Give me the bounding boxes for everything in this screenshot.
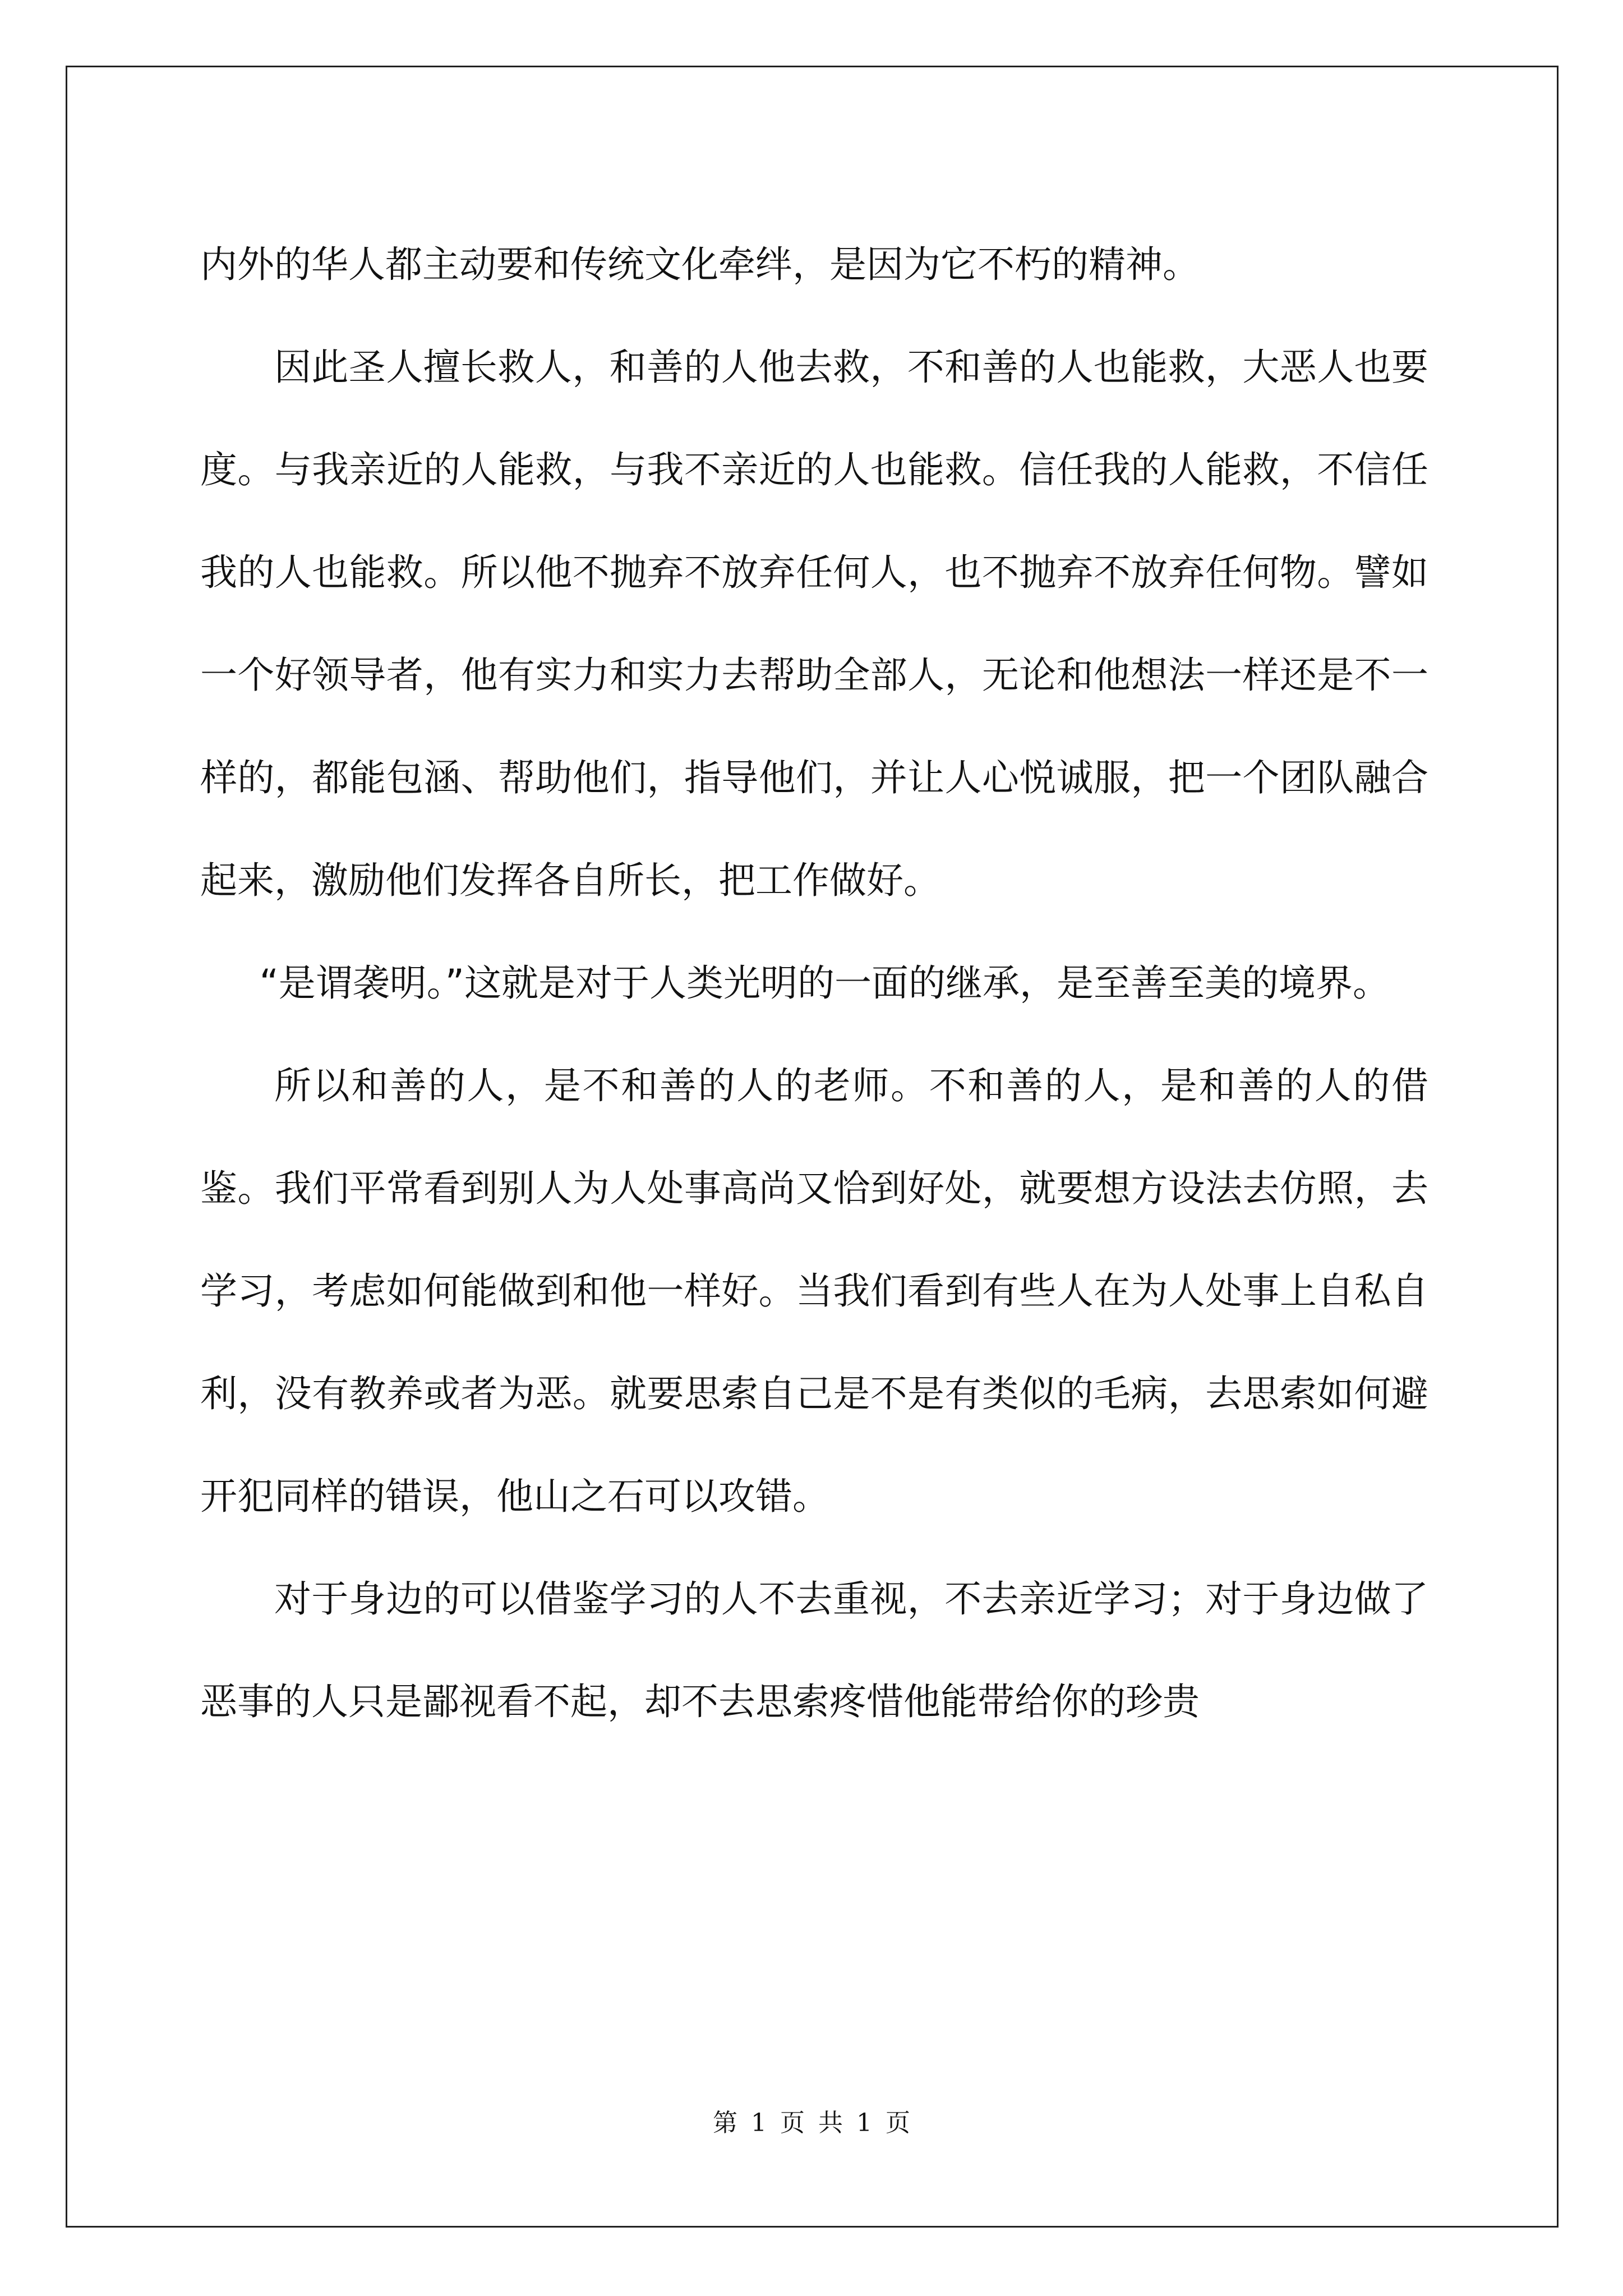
page-footer: 第 1 页 共 1 页 (713, 2109, 910, 2137)
paragraph-4: 所以和善的人，是不和善的人的老师。不和善的人，是和善的人的借鉴。我们平常看到别人为人处事高尚又恰到好处，就要想方设法去仿照，去学习，考虑如何能做到和他一样好。当我们看到有些人在为人处事上自私自利，没有教养或者为恶。就要思索自己是不是有类似的毛病，去思索如何避开犯同样的错误，他山之石可以攻错。 (200, 1064, 1428, 1518)
paragraph-2: 因此圣人擅长救人，和善的人他去救，不和善的人也能救，大恶人也要度。与我亲近的人能救，与我不亲近的人也能救。信任我的人能救，不信任我的人也能救。所以他不抛弃不放弃任何人，也不抛弃不放弃任何物。譬如一个好领导者，他有实力和实力去帮助全部人，无论和他想法一样还是不一样的，都能包涵、帮助他们，指导他们，并让人心悦诚服，把一个团队融合起来，激励他们发挥各自所长，把工作做好。 (200, 346, 1428, 902)
paragraph-3: “是谓袭明。”这就是对于人类光明的一面的继承，是至善至美的境界。 (259, 961, 1390, 1005)
document-body (200, 213, 1428, 1753)
paragraph-1: 内外的华人都主动要和传统文化牵绊，是因为它不朽的精神。 (200, 243, 1200, 286)
paragraph-5: 对于身边的可以借鉴学习的人不去重视，不去亲近学习；对于身边做了恶事的人只是鄙视看不起，却不去思索疼惜他能带给你的珍贵 (200, 1577, 1428, 1723)
